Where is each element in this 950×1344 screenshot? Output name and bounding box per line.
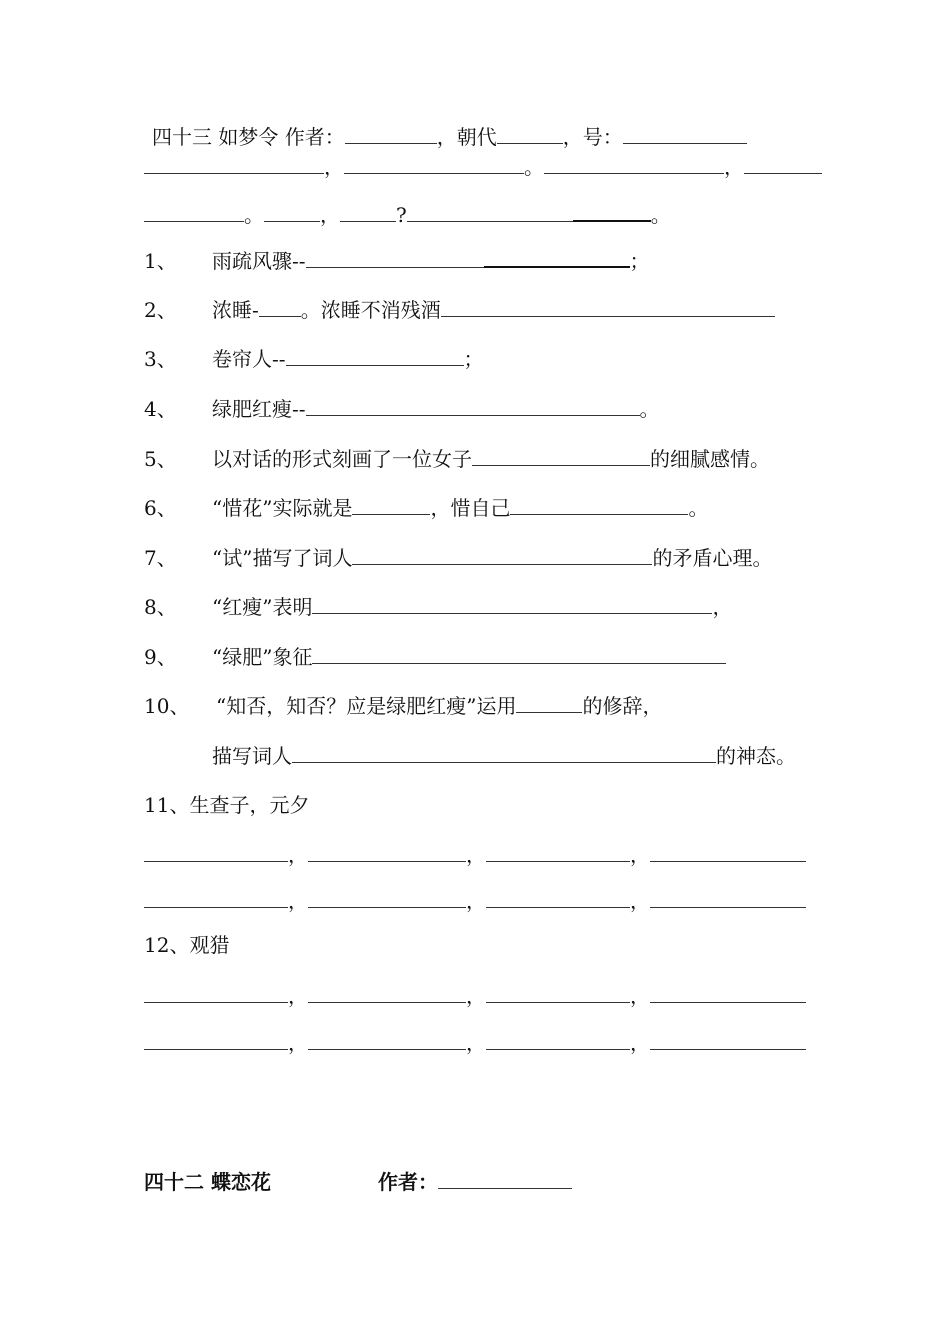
- item-text: “知否，知否？应是绿肥红瘦”运用: [216, 694, 517, 718]
- item-number: 6、: [144, 496, 177, 520]
- punct: 。: [650, 203, 671, 227]
- item-text: 雨疏风骤--: [212, 249, 306, 273]
- item-text: “绿肥”象征: [212, 645, 313, 669]
- item-text: 。浓睡不消残酒: [300, 298, 441, 322]
- item-number: 10、: [144, 694, 190, 718]
- header-dynasty-label: ，朝代: [436, 125, 497, 149]
- punct: ，: [630, 1031, 650, 1055]
- punct: ，: [630, 843, 650, 867]
- header-title: 四十三 如梦令 作者：: [152, 125, 345, 149]
- item-number: 1、: [144, 249, 177, 273]
- poem-blank[interactable]: [144, 203, 244, 222]
- poem-blank[interactable]: [144, 1031, 288, 1050]
- item-11-line-1: [144, 842, 806, 868]
- item-7: [144, 545, 772, 571]
- poem-blank[interactable]: [744, 155, 822, 174]
- item-11-line-2: [144, 888, 806, 914]
- punct: ，: [324, 155, 344, 179]
- item-text: 绿肥红瘦--: [212, 397, 306, 421]
- item-12-line-1: [144, 983, 806, 1009]
- item-text: “红瘦”表明: [212, 595, 313, 619]
- answer-blank[interactable]: [312, 595, 712, 614]
- poem-blank[interactable]: [650, 984, 806, 1003]
- answer-blank[interactable]: [259, 298, 301, 317]
- item-12-line-2: [144, 1030, 806, 1056]
- punct: ，: [630, 889, 650, 913]
- item-10: [144, 693, 662, 719]
- answer-blank[interactable]: [441, 298, 775, 317]
- header-hao-label: ，号：: [562, 125, 623, 149]
- item-9: [144, 644, 726, 670]
- item-end: ；: [629, 249, 650, 273]
- poem-blank[interactable]: [308, 984, 466, 1003]
- punct: ，: [724, 155, 744, 179]
- item-number: 4、: [144, 397, 177, 421]
- poem-blank[interactable]: [486, 984, 630, 1003]
- punct: 。: [524, 155, 544, 179]
- item-number: 2、: [144, 298, 177, 322]
- punct: ，: [288, 843, 308, 867]
- item-5: [144, 446, 770, 472]
- poem-blank[interactable]: [650, 1031, 806, 1050]
- answer-blank[interactable]: [352, 546, 652, 565]
- item-text: 以对话的形式刻画了一位女子: [212, 447, 472, 471]
- poem-blank[interactable]: [486, 1031, 630, 1050]
- poem-blank[interactable]: [308, 1031, 466, 1050]
- item-12-title: [144, 932, 229, 958]
- poem-blank[interactable]: [144, 155, 324, 174]
- item-number: 5、: [144, 447, 177, 471]
- author-blank[interactable]: [345, 125, 437, 144]
- item-text: 卷帘人--: [212, 347, 286, 371]
- punct: ，: [288, 889, 308, 913]
- poem-blank[interactable]: [340, 203, 396, 222]
- item-1: [144, 248, 650, 274]
- poem-blank[interactable]: [144, 889, 288, 908]
- punct: ，: [466, 843, 486, 867]
- answer-blank[interactable]: [510, 496, 688, 515]
- poem-blank[interactable]: [144, 843, 288, 862]
- poem-blank[interactable]: [144, 984, 288, 1003]
- answer-blank[interactable]: [516, 694, 582, 713]
- poem-blank[interactable]: [308, 843, 466, 862]
- poem-blank[interactable]: [264, 203, 320, 222]
- item-end: 的细腻感情。: [650, 447, 770, 471]
- item-text: 浓睡-: [212, 298, 259, 322]
- item-number: 8、: [144, 595, 177, 619]
- answer-blank[interactable]: [312, 645, 726, 664]
- poem-blank[interactable]: [407, 203, 573, 222]
- answer-blank[interactable]: [306, 397, 640, 416]
- answer-blank[interactable]: [286, 347, 464, 366]
- punct: ，: [466, 1031, 486, 1055]
- punct: ，: [466, 984, 486, 1008]
- punct: ，: [320, 203, 340, 227]
- answer-blank[interactable]: [292, 744, 716, 763]
- poem-blank[interactable]: [573, 202, 651, 222]
- dynasty-blank[interactable]: [497, 125, 563, 144]
- punct: 。: [244, 203, 264, 227]
- answer-blank[interactable]: [484, 248, 630, 268]
- item-text: “试”描写了词人: [212, 546, 353, 570]
- header-line: [152, 124, 747, 150]
- author-label: 作者：: [378, 1170, 438, 1194]
- item-2: [144, 297, 775, 323]
- poem-line-1: [144, 154, 822, 180]
- item-text: “惜花”实际就是: [212, 496, 353, 520]
- poem-blank[interactable]: [650, 889, 806, 908]
- item-number: 9、: [144, 645, 177, 669]
- item-end: ；: [463, 347, 484, 371]
- poem-blank[interactable]: [308, 889, 466, 908]
- item-end: 的矛盾心理。: [652, 546, 773, 570]
- item-4: [144, 396, 660, 422]
- punct: ，: [466, 889, 486, 913]
- poem-blank[interactable]: [486, 889, 630, 908]
- punct: ，: [288, 1031, 308, 1055]
- item-end: 的神态。: [716, 744, 796, 768]
- section-title: 四十二 蝶恋花: [144, 1170, 271, 1194]
- item-end: 。: [639, 397, 660, 421]
- punct: ，: [288, 984, 308, 1008]
- poem-blank[interactable]: [650, 843, 806, 862]
- item-11-title: [144, 792, 309, 818]
- poem-blank[interactable]: [486, 843, 630, 862]
- poem-blank[interactable]: [344, 155, 524, 174]
- item-number: 3、: [144, 347, 177, 371]
- item-number: 7、: [144, 546, 177, 570]
- poem-line-2: [144, 202, 671, 228]
- item-end: 的修辞，: [582, 694, 663, 718]
- item-title: 12、观猎: [144, 933, 230, 957]
- item-3: [144, 346, 484, 372]
- answer-blank[interactable]: [306, 249, 484, 268]
- section-42-header: [144, 1169, 572, 1195]
- poem-blank[interactable]: [544, 155, 724, 174]
- answer-blank[interactable]: [352, 496, 430, 515]
- punct: ，: [630, 984, 650, 1008]
- item-text: ，惜自己: [430, 496, 511, 520]
- author-blank[interactable]: [438, 1170, 572, 1189]
- item-end: ，: [712, 595, 733, 619]
- item-10-cont: [212, 743, 796, 769]
- item-end: 。: [688, 496, 709, 520]
- item-title: 11、生查子，元夕: [144, 793, 310, 817]
- answer-blank[interactable]: [472, 447, 650, 466]
- hao-blank[interactable]: [623, 125, 747, 144]
- item-6: [144, 495, 708, 521]
- punct: ?: [396, 203, 407, 227]
- item-text: 描写词人: [212, 744, 292, 768]
- item-8: [144, 594, 732, 620]
